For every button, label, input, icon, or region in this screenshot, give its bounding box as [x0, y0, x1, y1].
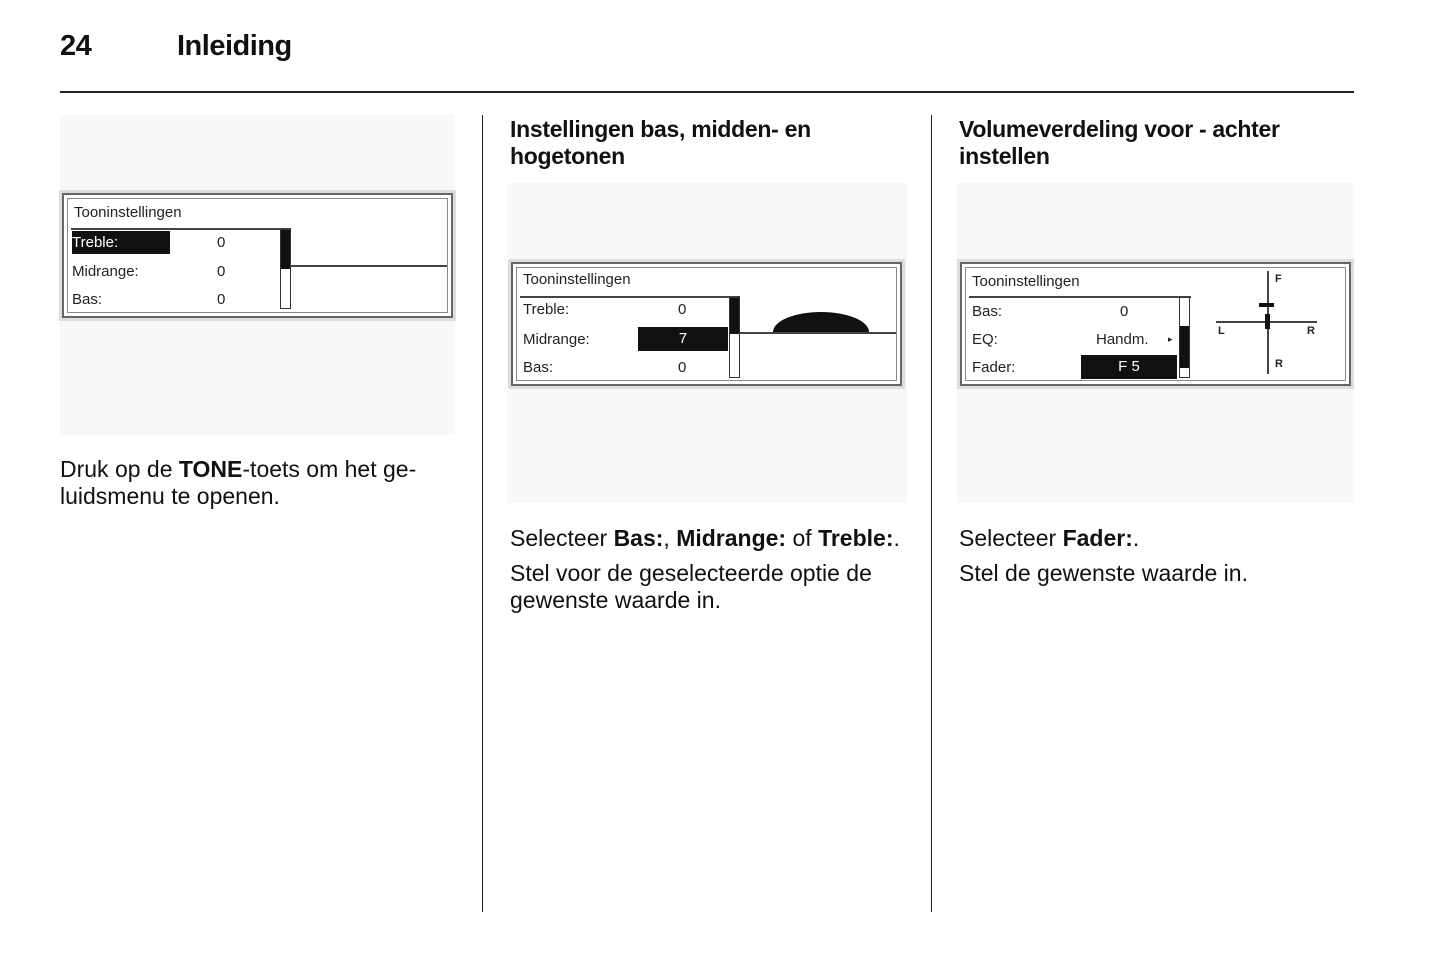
balance-label-left: L — [1218, 325, 1225, 337]
column-divider — [482, 115, 483, 912]
header-rule — [60, 91, 1354, 93]
screen-title: Tooninstellingen — [74, 204, 182, 221]
eq-curve-baseline — [739, 332, 896, 334]
section-heading: Instellingen bas, midden- en hogetonen — [510, 116, 811, 169]
balance-label-right: R — [1307, 325, 1315, 337]
scrollbar[interactable] — [280, 229, 291, 309]
column-divider — [931, 115, 932, 912]
menu-item-eq[interactable]: EQ: — [972, 331, 998, 348]
page-number: 24 — [60, 30, 92, 62]
submenu-arrow-icon: ▸ — [1168, 334, 1173, 344]
section-heading: Volumeverdeling voor - achter instellen — [959, 116, 1280, 169]
instruction-text: Selecteer Bas:, Midrange: of Treble:. — [510, 525, 900, 551]
instruction-text: Druk op de TONE-toets om het ge-luidsmenu te openen. — [60, 456, 417, 509]
fader-position-marker — [1259, 303, 1274, 307]
balance-position-marker — [1265, 314, 1270, 329]
fader-label-front: F — [1275, 273, 1282, 285]
menu-item-midrange[interactable]: Midrange: — [72, 263, 139, 280]
menu-item-bas[interactable]: Bas: — [523, 359, 554, 376]
tone-settings-screen — [960, 262, 1351, 386]
scrollbar[interactable] — [729, 297, 740, 378]
tone-settings-screen — [62, 193, 453, 318]
treble-value: 0 — [678, 301, 687, 318]
midrange-value-selected[interactable]: 7 — [638, 327, 728, 351]
menu-item-bas[interactable]: Bas: — [72, 291, 103, 308]
fader-label-rear: R — [1275, 358, 1283, 370]
eq-value: Handm. — [1096, 331, 1149, 348]
treble-value: 0 — [217, 234, 226, 251]
menu-item-treble[interactable]: Treble: — [72, 231, 170, 254]
bas-value: 0 — [678, 359, 687, 376]
instruction-text: Selecteer Fader:. — [959, 525, 1140, 551]
scrollbar[interactable] — [1179, 297, 1190, 378]
menu-item-fader[interactable]: Fader: — [972, 359, 1016, 376]
instruction-text: Stel de gewenste waarde in. — [959, 560, 1248, 586]
instruction-text: Stel voor de geselecteerde optie de gewenste waarde in. — [510, 560, 872, 613]
eq-curve-baseline — [290, 265, 447, 267]
menu-item-midrange[interactable]: Midrange: — [523, 331, 590, 348]
bas-value: 0 — [1120, 303, 1129, 320]
tone-settings-screen — [511, 262, 902, 386]
section-title: Inleiding — [177, 30, 292, 62]
menu-item-bas[interactable]: Bas: — [972, 303, 1003, 320]
screen-title: Tooninstellingen — [523, 271, 631, 288]
bas-value: 0 — [217, 291, 226, 308]
fader-value-selected[interactable]: F 5 — [1081, 355, 1177, 379]
midrange-value: 0 — [217, 263, 226, 280]
menu-item-treble[interactable]: Treble: — [523, 301, 570, 318]
screen-title: Tooninstellingen — [972, 273, 1080, 290]
